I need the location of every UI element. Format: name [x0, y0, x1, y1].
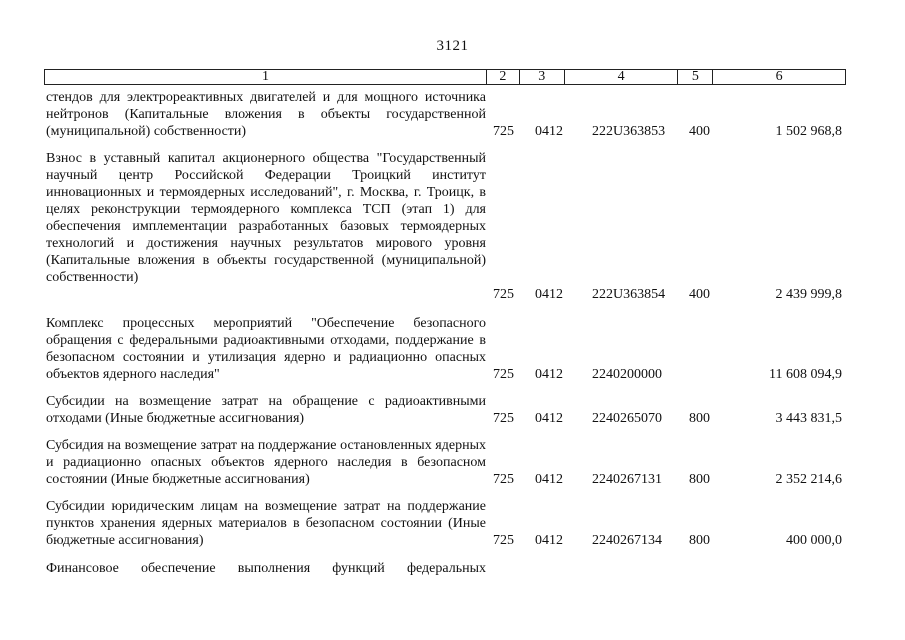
row-description: Финансовое обеспечение выполнения функций федеральных	[46, 561, 486, 576]
row-target-code: 2240265070	[592, 411, 662, 426]
row-description: Субсидия на возмещение затрат на поддержание остановленных ядерных и радиационно опасных объектов ядерного наследия в безопасном состоянии (Иные бюджетные ассигнования)	[46, 438, 486, 487]
header-col-2: 2	[487, 70, 520, 84]
row-expense-type: 400	[689, 124, 710, 139]
row-description: стендов для электрореактивных двигателей и для мощного источника нейтронов (Капитальные вложения в объекты государственной (муниципальной) собственности)	[46, 90, 486, 139]
row-expense-type: 800	[689, 533, 710, 548]
row-target-code: 2240200000	[592, 367, 662, 382]
row-section-code: 0412	[535, 472, 563, 487]
row-expense-type: 800	[689, 472, 710, 487]
row-admin-code: 725	[493, 472, 514, 487]
row-description: Субсидии на возмещение затрат на обращение с радиоактивными отходами (Иные бюджетные ассигнования)	[46, 394, 486, 426]
row-description: Комплекс процессных мероприятий "Обеспечение безопасного обращения с федеральными радиоактивными отходами, поддержание в безопасном состоянии и утилизация ядерно и радиационно опасных объектов ядерного наследия"	[46, 316, 486, 382]
header-col-3: 3	[520, 70, 565, 84]
header-col-1: 1	[45, 70, 487, 84]
header-col-4: 4	[565, 70, 679, 84]
header-col-6: 6	[775, 69, 783, 84]
row-expense-type: 800	[689, 411, 710, 426]
row-expense-type: 400	[689, 287, 710, 302]
row-section-code: 0412	[535, 124, 563, 139]
row-amount: 2 352 214,6	[775, 472, 842, 487]
row-target-code: 222U363853	[592, 124, 666, 139]
row-admin-code: 725	[493, 367, 514, 382]
header-col-5: 5	[678, 70, 713, 84]
row-amount: 11 608 094,9	[769, 367, 842, 382]
row-target-code: 222U363854	[592, 287, 666, 302]
row-admin-code: 725	[493, 124, 514, 139]
row-section-code: 0412	[535, 287, 563, 302]
row-section-code: 0412	[535, 533, 563, 548]
row-admin-code: 725	[493, 287, 514, 302]
row-admin-code: 725	[493, 411, 514, 426]
page-number: 3121	[436, 38, 469, 54]
table-header	[44, 69, 846, 85]
row-amount: 3 443 831,5	[775, 411, 842, 426]
row-target-code: 2240267131	[592, 472, 662, 487]
row-amount: 2 439 999,8	[775, 287, 842, 302]
row-section-code: 0412	[535, 367, 563, 382]
row-admin-code: 725	[493, 533, 514, 548]
row-amount: 400 000,0	[786, 533, 842, 548]
row-section-code: 0412	[535, 411, 563, 426]
row-amount: 1 502 968,8	[775, 124, 842, 139]
row-target-code: 2240267134	[592, 533, 662, 548]
row-description: Субсидии юридическим лицам на возмещение затрат на поддержание пунктов хранения ядерных материалов в безопасном состоянии (Иные бюджетные ассигнования)	[46, 499, 486, 548]
row-description: Взнос в уставный капитал акционерного общества "Государственный научный центр Российской Федерации Троицкий институт инновационных и термоядерных исследований", г. Москва, г. Троицк, в целях реконструкции термоядерного комплекса ТСП (этап 1) для обеспечения имплементации разработанных базовых термоядерных технологий и достижения научных результатов мирового уровня (Капитальные вложения в объекты государственной (муниципальной) собственности)	[46, 151, 486, 285]
